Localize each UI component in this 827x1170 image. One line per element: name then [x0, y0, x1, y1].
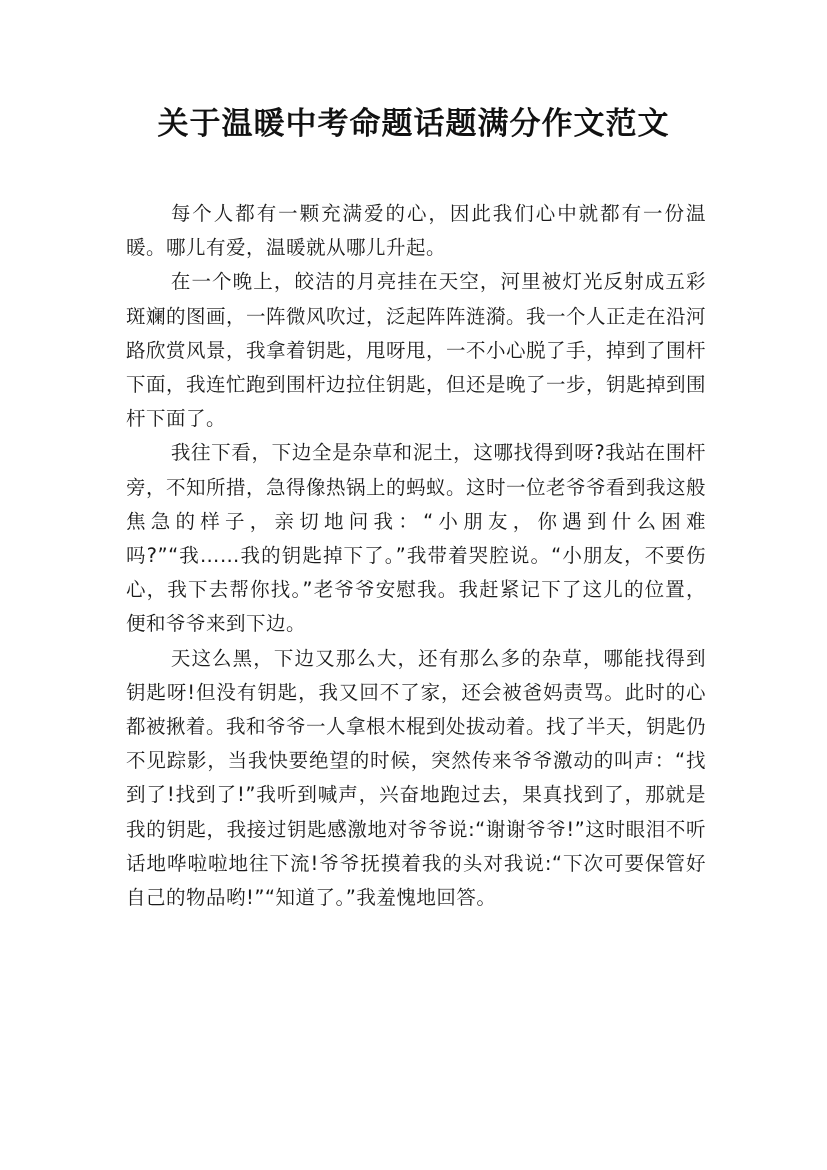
- paragraph-3: 我往下看，下边全是杂草和泥土，这哪找得到呀?我站在围杆旁，不知所措，急得像热锅上的蚂蚁。这时一位老爷爷看到我这般焦急的样子，亲切地问我：“小朋友，你遇到什么困难吗?”“我……我的钥匙掉下了。”我带着哭腔说。“小朋友，不要伤心，我下去帮你找。”老爷爷安慰我。我赶紧记下了这儿的位置，便和爷爷来到下边。: [126, 441, 707, 636]
- paragraph-1: 每个人都有一颗充满爱的心，因此我们心中就都有一份温暖。哪儿有爱，温暖就从哪儿升起。: [126, 202, 706, 260]
- paragraph-4: 天这么黑，下边又那么大，还有那么多的杂草，哪能找得到钥匙呀!但没有钥匙，我又回不了家，还会被爸妈责骂。此时的心都被揪着。我和爷爷一人拿根木棍到处拔动着。找了半天，钥匙仍不见踪影，当我快要绝望的时候，突然传来爷爷激动的叫声：“找到了!找到了!”我听到喊声，兴奋地跑过去，果真找到了，那就是我的钥匙，我接过钥匙感激地对爷爷说:“谢谢爷爷!”这时眼泪不听话地哗啦啦地往下流!爷爷抚摸着我的头对我说:“下次可要保管好自己的物品哟!”“知道了。”我羞愧地回答。: [126, 646, 707, 910]
- document-title: 关于温暖中考命题话题满分作文范文: [157, 106, 670, 142]
- article-body: [126, 197, 706, 915]
- paragraph-2: 在一个晚上，皎洁的月亮挂在天空，河里被灯光反射成五彩斑斓的图画，一阵微风吹过，泛起阵阵涟漪。我一个人正走在沿河路欣赏风景，我拿着钥匙，甩呀甩，一不小心脱了手，掉到了围杆下面，我连忙跑到围杆边拉住钥匙，但还是晚了一步，钥匙掉到围杆下面了。: [126, 270, 707, 431]
